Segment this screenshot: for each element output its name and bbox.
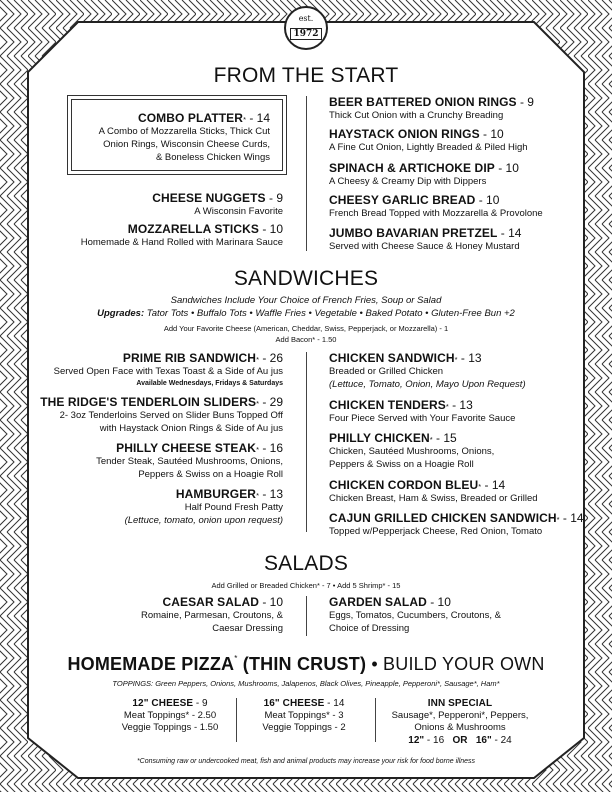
- menu-item-16-cheese: 16" CHEESE - 14: [263, 698, 345, 709]
- menu-item-garden-salad: GARDEN SALAD - 10: [329, 595, 451, 609]
- menu-item-cajun-chicken: CAJUN GRILLED CHICKEN SANDWICH* - 14: [329, 511, 584, 525]
- logo-year: 1972: [290, 28, 321, 40]
- footer-disclaimer: *Consuming raw or undercooked meat, fish and animal products may increase your risk for food borne illness: [136, 758, 476, 765]
- menu-item-pretzel: JUMBO BAVARIAN PRETZEL - 14: [329, 226, 522, 240]
- divider-salads: [306, 596, 307, 636]
- pizza12-veggie: Veggie Toppings - 1.50: [121, 722, 219, 733]
- menu-item-caesar-salad: CAESAR SALAD - 10: [162, 595, 283, 609]
- inn-special-desc-1: Sausage*, Pepperoni*, Peppers,: [391, 710, 529, 721]
- bacon-note: Add Bacon* - 1.50: [275, 335, 337, 344]
- hamburger-note: (Lettuce, tomato, onion upon request): [124, 515, 283, 526]
- sandwich-upgrades: Upgrades: Tator Tots • Buffalo Tots • Waffle Fries • Vegetable • Baked Potato • Gluten-Free Bun +2: [97, 308, 515, 319]
- combo-desc-1: A Combo of Mozzarella Sticks, Thick Cut: [98, 126, 270, 137]
- menu-item-onion-rings: BEER BATTERED ONION RINGS - 9: [329, 95, 534, 109]
- pizza16-meat: Meat Toppings* - 3: [264, 710, 344, 721]
- cajun-chicken-desc: Topped w/Pepperjack Cheese, Red Onion, Tomato: [329, 526, 543, 537]
- menu-item-prime-rib: PRIME RIB SANDWICH* - 26: [122, 351, 283, 365]
- caesar-desc-1: Romaine, Parmesan, Croutons, &: [140, 610, 283, 621]
- chicken-sandwich-desc: Breaded or Grilled Chicken: [329, 366, 444, 377]
- philly-chicken-desc-2: Peppers & Swiss on a Hoagie Roll: [329, 459, 474, 470]
- onion-rings-desc: Thick Cut Onion with a Crunchy Breading: [329, 110, 504, 121]
- menu-item-tenderloin-sliders: THE RIDGE'S TENDERLOIN SLIDERS* - 29: [40, 395, 283, 409]
- mozzarella-desc: Homemade & Hand Rolled with Marinara Sauce: [80, 237, 283, 248]
- caesar-desc-2: Caesar Dressing: [212, 623, 283, 634]
- sandwich-intro: Sandwiches Include Your Choice of French Fries, Soup or Salad: [170, 295, 442, 306]
- menu-item-cheese-nuggets: CHEESE NUGGETS - 9: [152, 191, 283, 205]
- menu-item-philly-cheese-steak: PHILLY CHEESE STEAK* - 16: [116, 441, 283, 455]
- section-title-pizza: HOMEMADE PIZZA* (THIN CRUST) • BUILD YOUR OWN: [67, 654, 545, 674]
- philly-steak-desc-2: Peppers & Swiss on a Hoagie Roll: [138, 469, 283, 480]
- menu-item-hamburger: HAMBURGER* - 13: [175, 487, 283, 501]
- menu-item-mozzarella-sticks: MOZZARELLA STICKS - 10: [127, 222, 283, 236]
- hamburger-desc: Half Pound Fresh Patty: [184, 502, 283, 513]
- menu-item-chicken-sandwich: CHICKEN SANDWICH* - 13: [329, 351, 482, 365]
- philly-steak-desc-1: Tender Steak, Sautéed Mushrooms, Onions,: [96, 456, 283, 467]
- chicken-sandwich-note: (Lettuce, Tomato, Onion, Mayo Upon Request): [329, 379, 526, 390]
- inn-special-desc-2: Onions & Mushrooms: [414, 722, 506, 733]
- menu-item-spinach-dip: SPINACH & ARTICHOKE DIP - 10: [329, 161, 519, 175]
- pizza12-meat: Meat Toppings* - 2.50: [123, 710, 217, 721]
- pretzel-desc: Served with Cheese Sauce & Honey Mustard: [329, 241, 520, 252]
- menu-item-garlic-bread: CHEESY GARLIC BREAD - 10: [329, 193, 500, 207]
- menu-item-cordon-bleu: CHICKEN CORDON BLEU* - 14: [329, 478, 506, 492]
- prime-rib-desc: Served Open Face with Texas Toast & a Side of Au jus: [53, 366, 283, 377]
- sliders-desc-1: 2- 3oz Tenderloins Served on Slider Buns Topped Off: [59, 410, 283, 421]
- pizza-toppings: TOPPINGS: Green Peppers, Onions, Mushrooms, Jalapenos, Black Olives, Pineapple, Pepperoni*, Sausage*, Ham*: [112, 679, 500, 688]
- sliders-desc-2: with Haystack Onion Rings & Side of Au jus: [99, 423, 283, 434]
- menu-item-haystack: HAYSTACK ONION RINGS - 10: [329, 127, 504, 141]
- divider-start: [306, 96, 307, 251]
- pizza16-veggie: Veggie Toppings - 2: [262, 722, 346, 733]
- menu-item-inn-special: INN SPECIAL: [427, 698, 493, 709]
- spinach-desc: A Cheesy & Creamy Dip with Dippers: [329, 176, 487, 187]
- menu-item-combo-platter: COMBO PLATTER* - 14: [137, 111, 270, 125]
- logo-est: est.: [298, 14, 314, 23]
- philly-chicken-desc-1: Chicken, Sautéed Mushrooms, Onions,: [329, 446, 495, 457]
- cheese-nuggets-desc: A Wisconsin Favorite: [194, 206, 283, 217]
- est-logo: [284, 6, 328, 50]
- menu-item-12-cheese: 12" CHEESE - 9: [132, 698, 208, 709]
- section-title-start: FROM THE START: [213, 64, 399, 87]
- menu-item-philly-chicken: PHILLY CHICKEN* - 15: [329, 431, 457, 445]
- menu-item-chicken-tenders: CHICKEN TENDERS* - 13: [329, 398, 473, 412]
- cheese-note: Add Your Favorite Cheese (American, Cheddar, Swiss, Pepperjack, or Mozzarella) - 1: [163, 324, 449, 333]
- combo-desc-3: & Boneless Chicken Wings: [155, 152, 270, 163]
- chicken-tenders-desc: Four Piece Served with Your Favorite Sauce: [329, 413, 516, 424]
- prime-rib-availability: Available Wednesdays, Fridays & Saturdays: [136, 380, 283, 387]
- garden-desc-2: Choice of Dressing: [329, 623, 410, 634]
- inn-special-prices: 12" - 16 OR 16" - 24: [408, 735, 512, 746]
- haystack-desc: A Fine Cut Onion, Lightly Breaded & Piled High: [329, 142, 528, 153]
- garden-desc-1: Eggs, Tomatos, Cucumbers, Croutons, &: [329, 610, 501, 621]
- divider-sandwiches: [306, 352, 307, 532]
- divider-pizza-1: [236, 698, 237, 742]
- cordon-bleu-desc: Chicken Breast, Ham & Swiss, Breaded or Grilled: [329, 493, 538, 504]
- garlic-bread-desc: French Bread Topped with Mozzarella & Provolone: [329, 208, 543, 219]
- section-title-salads: SALADS: [263, 552, 349, 575]
- divider-pizza-2: [375, 698, 376, 742]
- combo-desc-2: Onion Rings, Wisconsin Cheese Curds,: [103, 139, 270, 150]
- section-title-sandwiches: SANDWICHES: [233, 267, 379, 290]
- salad-note: Add Grilled or Breaded Chicken* - 7 • Add 5 Shrimp* - 15: [211, 581, 401, 590]
